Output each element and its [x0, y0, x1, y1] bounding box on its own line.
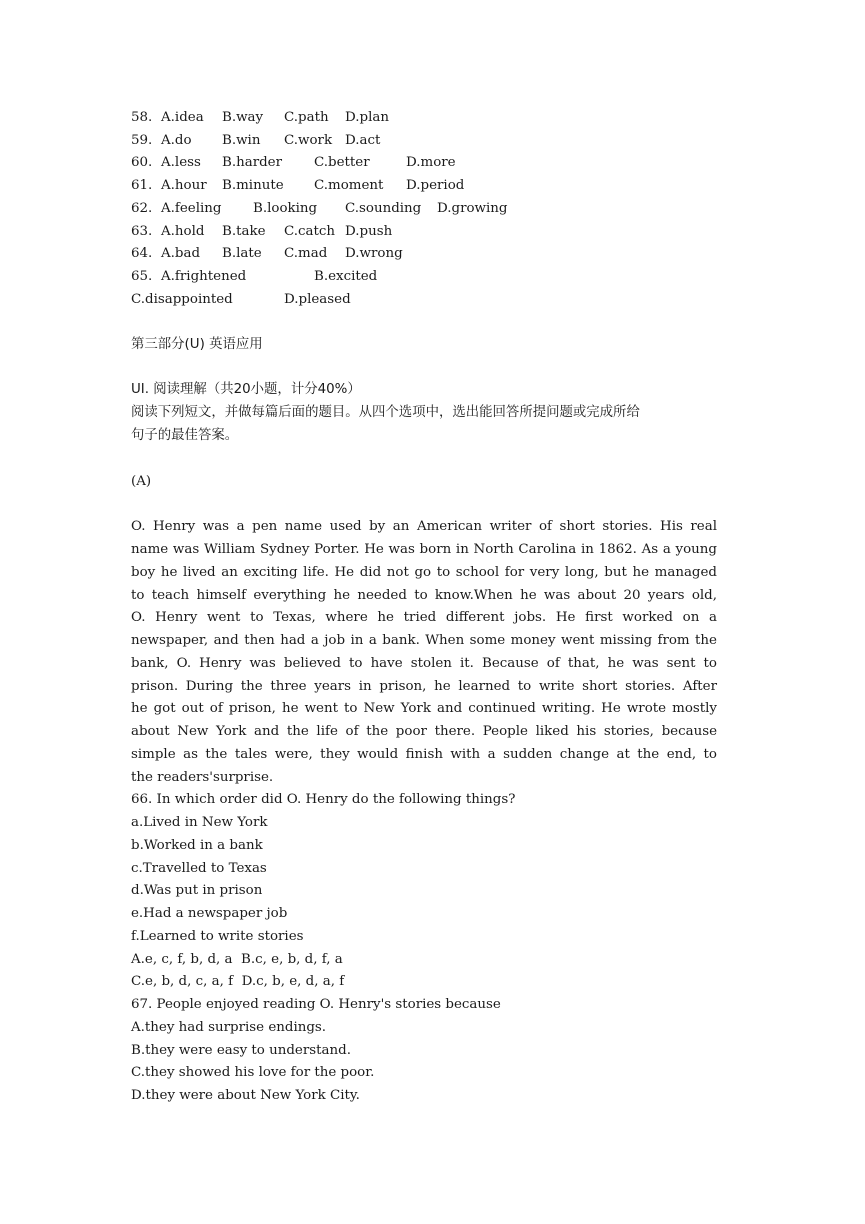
passage-line: prison. During the three years in prison, he learned to write short stories. After [131, 679, 717, 694]
option-c: C.mad [284, 246, 328, 261]
sequence-item: c.Travelled to Texas [131, 861, 267, 876]
question-number: 63. [131, 224, 153, 239]
option-b: B.excited [314, 269, 378, 284]
passage-line: the readers'surprise. [131, 770, 274, 785]
passage-line: name was William Sydney Porter. He was born in North Carolina in 1862. As a young [131, 542, 717, 557]
option-b: B.looking [253, 201, 318, 216]
question-number: 62. [131, 201, 153, 216]
option-b: B.way [222, 110, 264, 125]
answer-choice: D.they were about New York City. [131, 1088, 360, 1103]
passage-line: O. Henry was a pen name used by an American writer of short stories. His real [131, 519, 717, 534]
option-a: A.hold [161, 224, 205, 239]
option-b: B.win [222, 133, 261, 148]
option-d: D.push [345, 224, 393, 239]
option-a: A.feeling [161, 201, 222, 216]
passage-line: he got out of prison, he went to New York and continued writing. He wrote mostly [131, 701, 717, 716]
option-a: A.frightened [161, 269, 247, 284]
question-number: 59. [131, 133, 153, 148]
sequence-item: e.Had a newspaper job [131, 906, 288, 921]
option-d: D.act [345, 133, 381, 148]
option-b: B.late [222, 246, 262, 261]
answer-choice: B.they were easy to understand. [131, 1043, 351, 1058]
passage-line: bank, O. Henry was believed to have stolen it. Because of that, he was sent to [131, 656, 717, 671]
option-b: B.harder [222, 155, 283, 170]
answer-choices: A.e, c, f, b, d, a B.c, e, b, d, f, a [131, 952, 343, 967]
part-heading: 第三部分(U) 英语应用 [131, 337, 263, 352]
option-c: C.sounding [345, 201, 422, 216]
answer-choice: C.they showed his love for the poor. [131, 1065, 375, 1080]
option-d: D.wrong [345, 246, 403, 261]
option-a: A.less [161, 155, 201, 170]
option-d: D.plan [345, 110, 389, 125]
option-a: A.do [161, 133, 192, 148]
option-c: C.work [284, 133, 333, 148]
option-b: B.minute [222, 178, 284, 193]
question-stem: 67. People enjoyed reading O. Henry's stories because [131, 997, 501, 1012]
passage-line: newspaper, and then had a job in a bank. When some money went missing from the [131, 633, 717, 648]
passage-line: simple as the tales were, they would finish with a sudden change at the end, to [131, 747, 717, 762]
sequence-item: b.Worked in a bank [131, 838, 263, 853]
option-a: A.hour [161, 178, 207, 193]
answer-choices: C.e, b, d, c, a, f D.c, b, e, d, a, f [131, 974, 345, 989]
passage-line: to teach himself everything he needed to know.When he was about 20 years old, [131, 588, 717, 603]
sequence-item: a.Lived in New York [131, 815, 268, 830]
option-c: C.path [284, 110, 329, 125]
sequence-item: f.Learned to write stories [131, 929, 304, 944]
option-d: D.period [406, 178, 465, 193]
option-d: D.growing [437, 201, 508, 216]
instructions-line: 阅读下列短文，并做每篇后面的题目。从四个选项中，选出能回答所提问题或完成所给 [131, 405, 640, 420]
option-c: C.disappointed [131, 292, 233, 307]
question-number: 64. [131, 246, 153, 261]
option-d: D.pleased [284, 292, 351, 307]
section-heading: UⅠ. 阅读理解（共20小题，计分40%） [131, 382, 361, 397]
question-number: 58. [131, 110, 153, 125]
option-c: C.moment [314, 178, 384, 193]
option-a: A.idea [161, 110, 204, 125]
passage-line: about New York and the life of the poor there. People liked his stories, because [131, 724, 717, 739]
passage-line: boy he lived an exciting life. He did not go to school for very long, but he managed [131, 565, 717, 580]
passage-line: O. Henry went to Texas, where he tried different jobs. He first worked on a [131, 610, 717, 625]
instructions-line: 句子的最佳答案。 [131, 428, 239, 443]
question-number: 65. [131, 269, 153, 284]
question-number: 60. [131, 155, 153, 170]
sequence-item: d.Was put in prison [131, 883, 263, 898]
option-a: A.bad [161, 246, 201, 261]
answer-choice: A.they had surprise endings. [131, 1020, 327, 1035]
question-stem: 66. In which order did O. Henry do the following things? [131, 792, 516, 807]
option-d: D.more [406, 155, 456, 170]
option-c: C.catch [284, 224, 336, 239]
question-number: 61. [131, 178, 153, 193]
option-c: C.better [314, 155, 370, 170]
option-b: B.take [222, 224, 266, 239]
passage-label: (A) [131, 474, 152, 489]
